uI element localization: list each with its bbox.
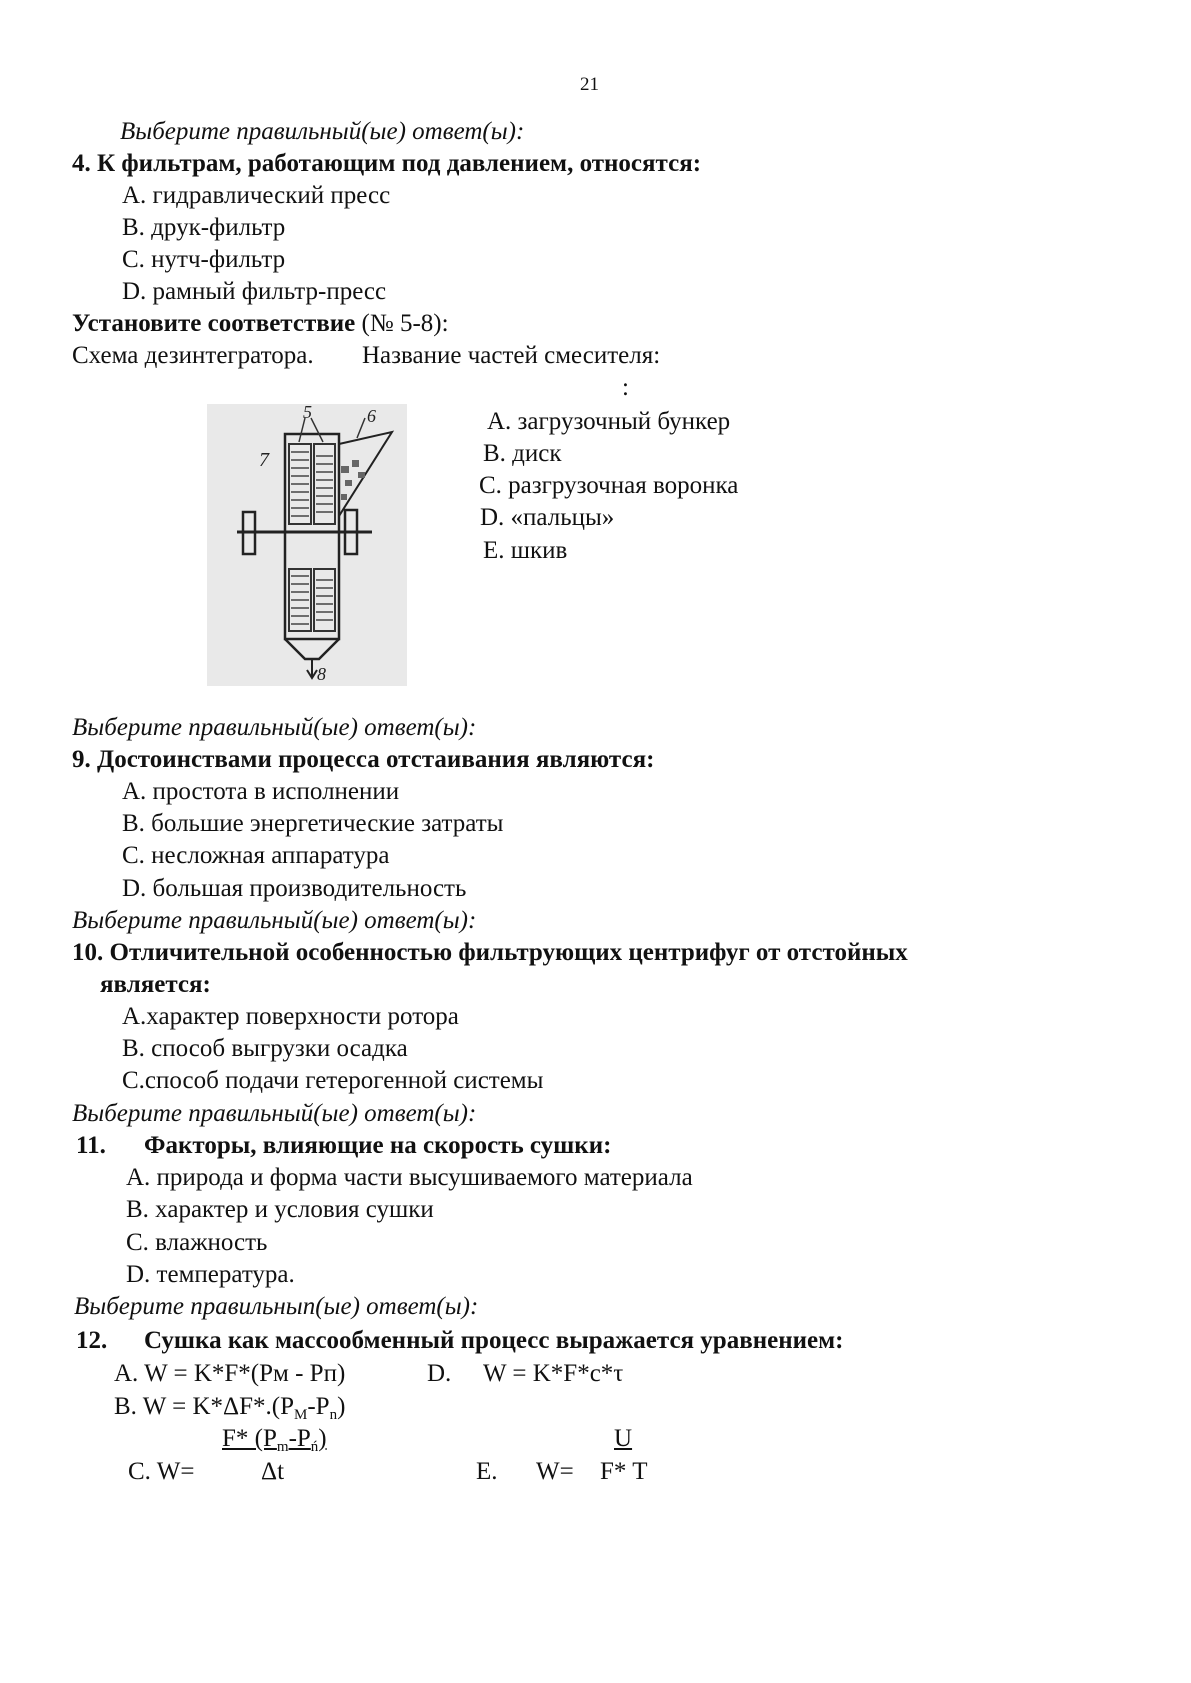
q12-option-a: A. W = K*F*(Pм - Pп) [114, 1360, 346, 1387]
q12-option-b-prefix: B. W = K*ΔF*.(P [114, 1393, 294, 1420]
q9-option-b: B. большие энергетические затраты [122, 810, 504, 837]
q12-option-b-mid: -P [307, 1393, 330, 1420]
q12-option-c-num-sub1: m [276, 1439, 289, 1455]
label-6: 6 [367, 406, 376, 426]
q12-option-b-sub2: n [329, 1407, 338, 1423]
q4-option-a: A. гидравлический пресс [122, 182, 391, 209]
label-8: 8 [317, 664, 326, 684]
q12-option-d-formula: W = K*F*c*τ [483, 1360, 624, 1387]
q9-option-c: C. несложная аппаратура [122, 842, 390, 869]
q9-instruction: Выберите правильный(ые) ответ(ы): [72, 714, 477, 741]
q10-option-a: A.характер поверхности ротора [122, 1003, 459, 1030]
q11-option-d: D. температура. [126, 1261, 295, 1288]
match-option-e: E. шкив [483, 537, 568, 564]
q12-option-b-sub1: M [293, 1407, 308, 1423]
match-option-d: D. «пальцы» [480, 504, 615, 531]
q12-option-c-denominator: Δt [261, 1458, 285, 1485]
q12-option-c-numerator [222, 1423, 327, 1455]
q11-option-b: B. характер и условия сушки [126, 1196, 434, 1223]
match-option-c: C. разгрузочная воронка [479, 472, 739, 499]
q4-instruction: Выберите правильный(ые) ответ(ы): [120, 118, 525, 145]
match-option-b: B. диск [483, 440, 562, 467]
match-colon: : [622, 374, 629, 401]
label-5: 5 [303, 404, 312, 422]
q11-question: Факторы, влияющие на скорость сушки: [144, 1132, 612, 1159]
q9-option-d: D. большая производительность [122, 875, 467, 902]
q11-option-c: C. влажность [126, 1229, 268, 1256]
q12-option-c-label: C. W= [128, 1458, 195, 1485]
disintegrator-scheme-figure [207, 404, 407, 686]
q11-instruction: Выберите правильный(ые) ответ(ы): [72, 1100, 477, 1127]
match-heading-bold: Установите соответствие [72, 310, 356, 337]
q10-question-line2: является: [100, 971, 211, 998]
q9-option-a: A. простота в исполнении [122, 778, 400, 805]
page-number: 21 [580, 74, 599, 95]
q12-option-b-suffix: ) [337, 1393, 346, 1420]
q9-question: 9. Достоинствами процесса отстаивания являются: [72, 746, 655, 773]
q12-option-c-num-mid: -P [288, 1425, 311, 1452]
match-left-caption: Схема дезинтегратора. [72, 342, 314, 369]
q12-option-c-num-prefix: F* (P [222, 1425, 277, 1452]
q12-option-e-lhs: W= [536, 1458, 574, 1485]
figure-background [207, 404, 407, 686]
q12-question: Сушка как массообменный процесс выражается уравнением: [144, 1327, 844, 1354]
label-7: 7 [259, 449, 269, 471]
match-option-a: A. загрузочный бункер [487, 408, 731, 435]
q4-question: 4. К фильтрам, работающим под давлением, относятся: [72, 150, 702, 177]
q12-instruction: Выберите правильнып(ые) ответ(ы): [74, 1293, 479, 1320]
q4-option-d: D. рамный фильтр-пресс [122, 278, 387, 305]
match-right-caption: Название частей смесителя: [362, 342, 661, 369]
q10-instruction: Выберите правильный(ые) ответ(ы): [72, 907, 477, 934]
q12-option-e-letter: E. [476, 1458, 498, 1485]
q12-option-e-numerator: U [614, 1425, 633, 1452]
q12-option-c-num-suffix: ) [318, 1425, 327, 1452]
match-heading-rest: (№ 5-8): [355, 310, 449, 337]
q10-question-line1: 10. Отличительной особенностью фильтрующих центрифуг от отстойных [72, 939, 908, 966]
q12-option-d-letter: D. [427, 1360, 452, 1387]
q11-option-a: A. природа и форма части высушиваемого материала [126, 1164, 693, 1191]
q12-number: 12. [76, 1327, 108, 1354]
q12-option-b [114, 1391, 345, 1423]
q12-option-e-denominator: F* T [600, 1458, 648, 1485]
q4-option-b: B. друк-фильтр [122, 214, 286, 241]
q10-option-c: C.способ подачи гетерогенной системы [122, 1067, 544, 1094]
q4-option-c: C. нутч-фильтр [122, 246, 286, 273]
q11-number: 11. [76, 1132, 106, 1159]
match-heading [72, 308, 449, 340]
q12-option-c-num-sub2: ń [310, 1439, 319, 1455]
q10-option-b: B. способ выгрузки осадка [122, 1035, 408, 1062]
